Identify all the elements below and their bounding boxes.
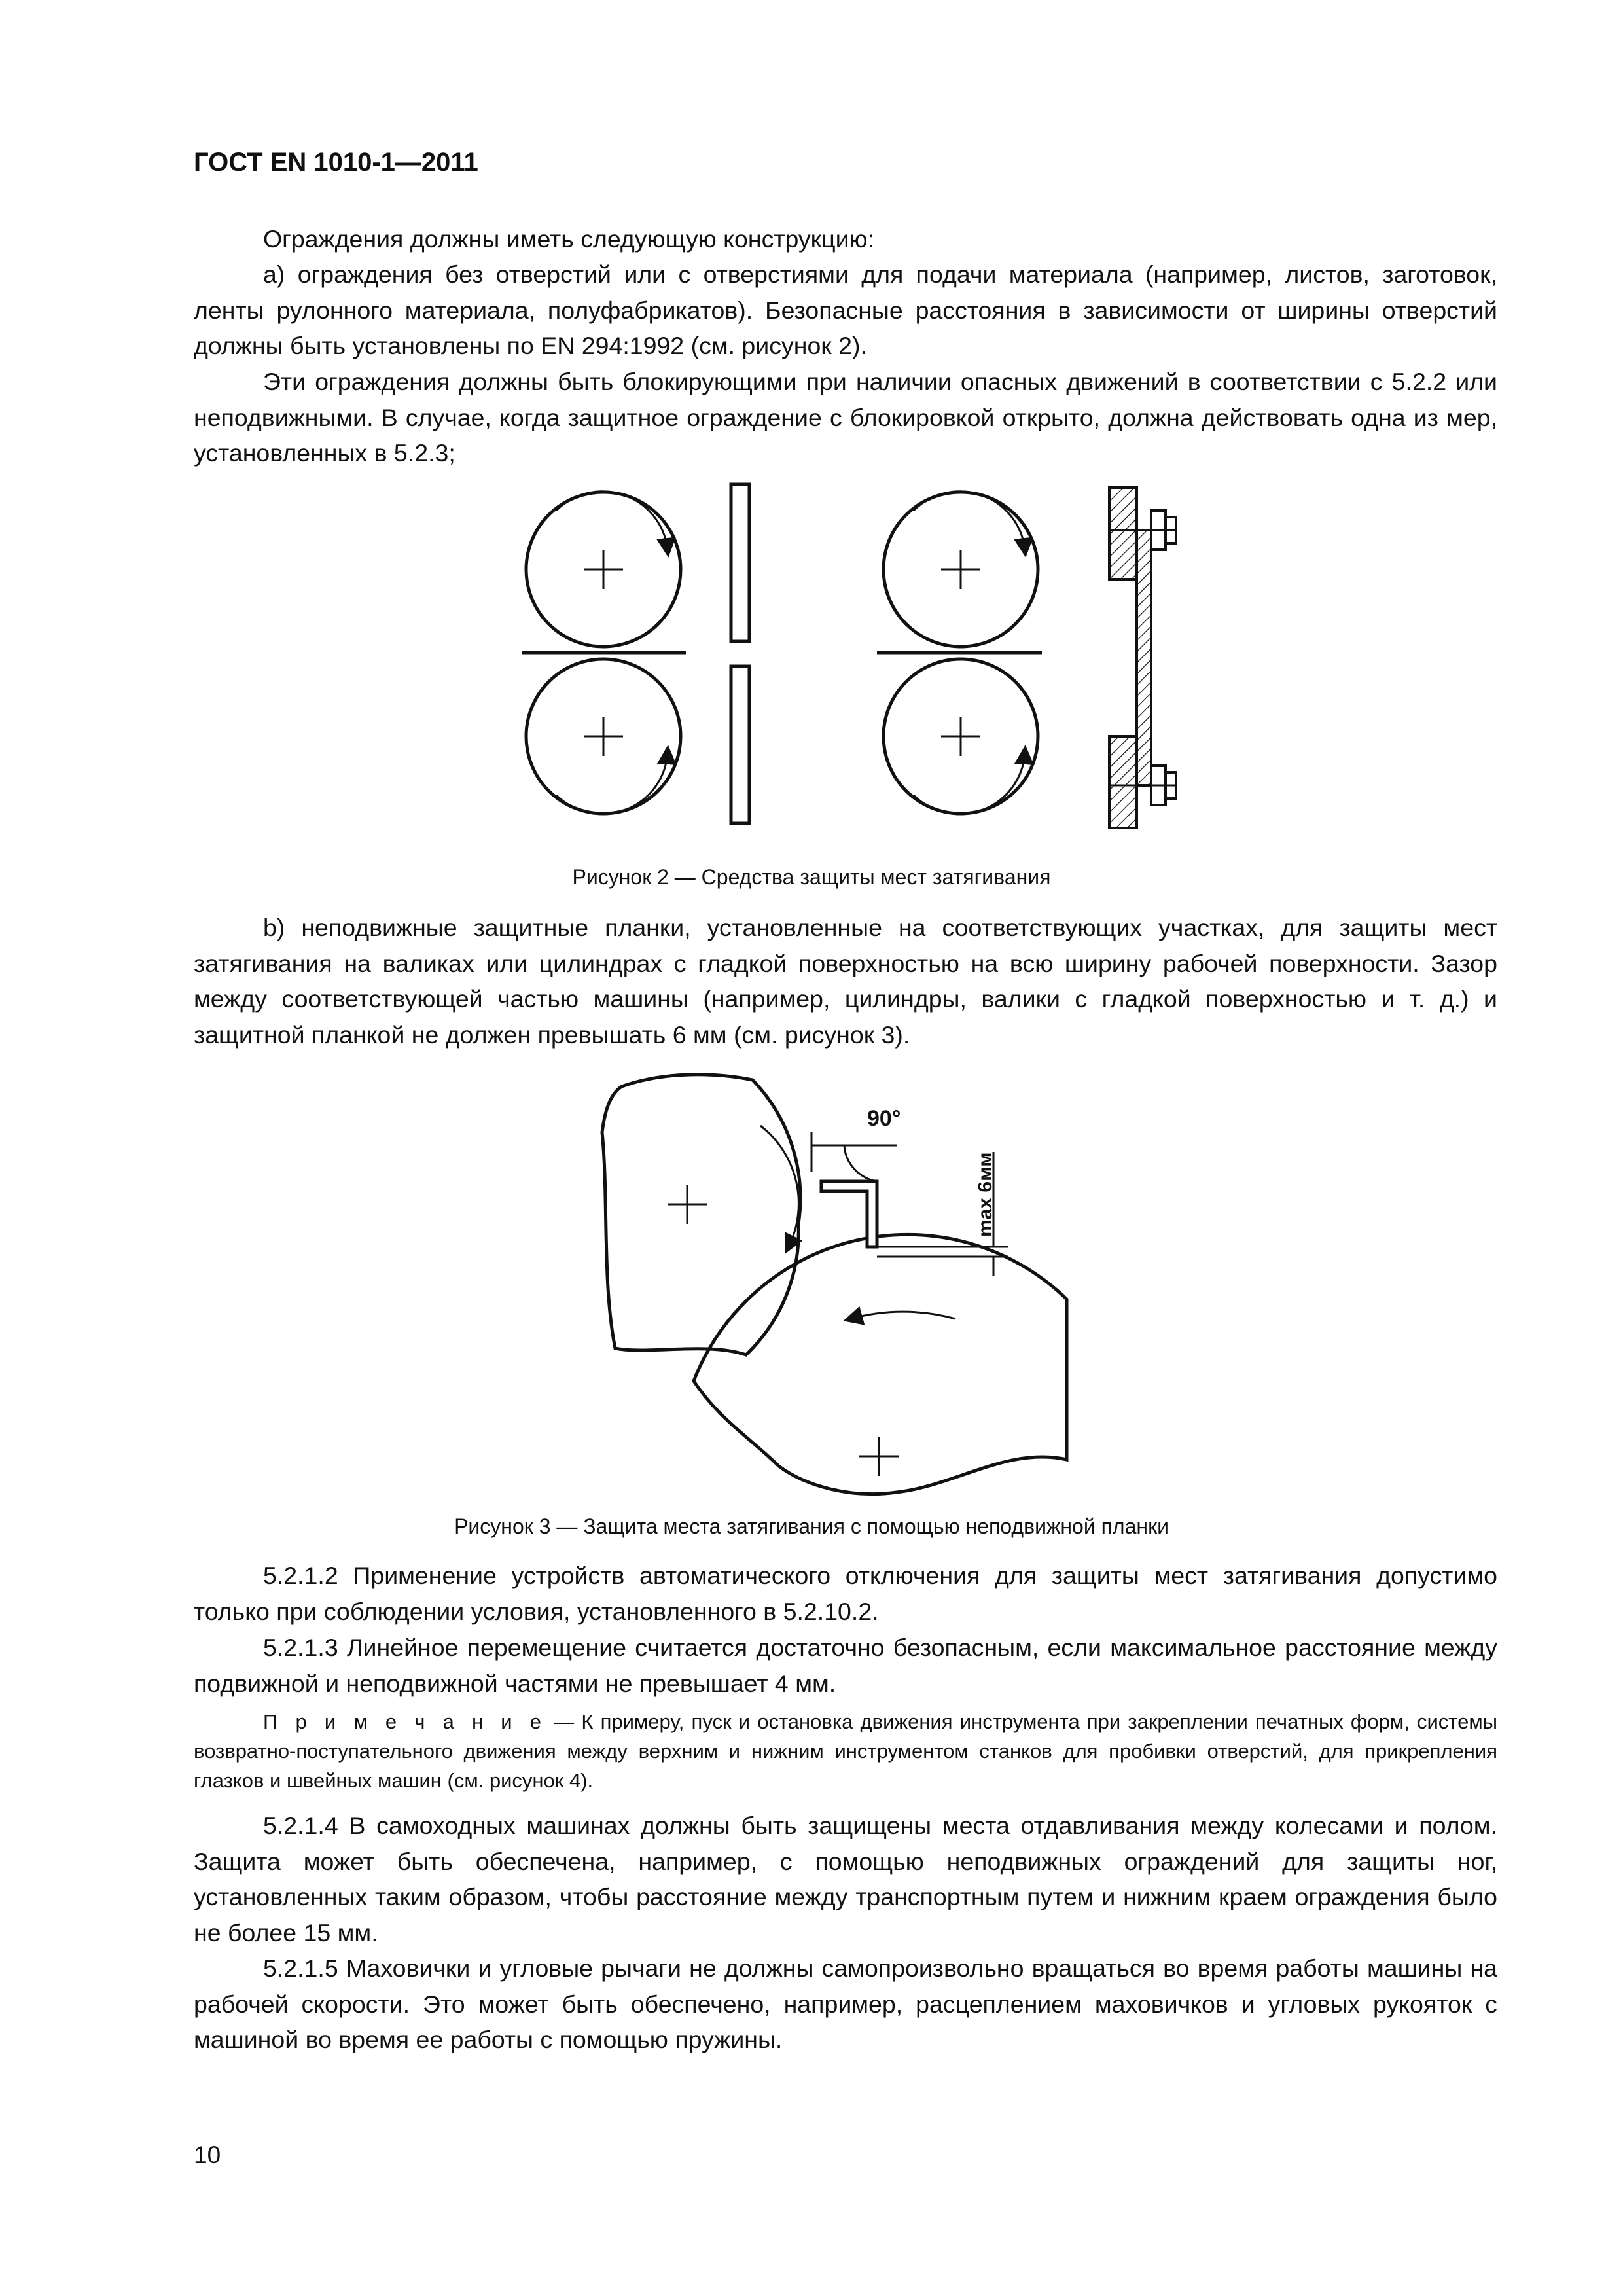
lower-cylinder xyxy=(694,1234,1067,1494)
right-roller-pair xyxy=(877,492,1042,814)
figure-3-diagram xyxy=(589,1067,1086,1512)
paragraph-5-2-1-3: 5.2.1.3 Линейное перемещение считается достаточно безопасным, если максимальное расстояние между подвижной и неподвижной частями не превышает 4 мм. xyxy=(194,1634,1497,1697)
paragraph-a: а) ограждения без отверстий или с отверстиями для подачи материала (например, листов, заготовок, ленты рулонного материала, полуфабрикатов). Безопасные расстояния в зависимости от ширины отверстий должны быть установлены по EN 294:1992 (см. рисунок 2). xyxy=(194,260,1497,359)
paragraph-5-2-1-5: 5.2.1.5 Маховички и угловые рычаги не должны самопроизвольно вращаться во время работы машины на рабочей скорости. Это может быть обеспечено, например, расцеплением маховичков и угловых рукояток с машиной во время ее работы с помощью пружины. xyxy=(194,1954,1497,2053)
note-label: П р и м е ч а н и е xyxy=(263,1710,546,1733)
angle-dimension xyxy=(812,1132,897,1181)
figure-3-caption: Рисунок 3 — Защита места затягивания с помощью неподвижной планки xyxy=(454,1515,1169,1538)
figure-2-diagram xyxy=(510,478,1204,844)
paragraph-5-2-1-4: 5.2.1.4 В самоходных машинах должны быть защищены места отдавливания между колесами и полом. Защита может быть обеспечена, например, с помощью неподвижных ограждений для защиты ног, установленных таким образом, чтобы расстояние между транспортным путем и нижним краем ограждения было не более 15 мм. xyxy=(194,1812,1497,1946)
angle-label: 90° xyxy=(867,1106,901,1131)
paragraph-b: b) неподвижные защитные планки, установленные на соответствующих участках, для защиты мест затягивания на валиках или цилиндрах с гладкой поверхностью на всю ширину рабочей поверхности. Зазор между соответствующей частью машины (например, цилиндры, валики с гладкой поверхностью и т. д.) и защитной планкой не должен превышать 6 мм (см. рисунок 3). xyxy=(194,914,1497,1049)
note-block xyxy=(194,1707,1497,1795)
upper-cylinder xyxy=(602,1075,800,1355)
document-header: ГОСТ EN 1010-1—2011 xyxy=(194,148,478,177)
fixed-guard-assembly xyxy=(1109,488,1176,828)
paragraph-interlock: Эти ограждения должны быть блокирующими при наличии опасных движений в соответствии с 5.2.2 или неподвижными. В случае, когда защитное ограждение с блокировкой открыто, должна действовать одна из мер, установленных в 5.2.3; xyxy=(194,368,1497,467)
figure-2-caption: Рисунок 2 — Средства защиты мест затягивания xyxy=(572,865,1051,889)
paragraph-5-2-1-2: 5.2.1.2 Применение устройств автоматического отключения для защиты мест затягивания допустимо только при соблюдении условия, установленного в 5.2.10.2. xyxy=(194,1562,1497,1625)
paragraph-intro: Ограждения должны иметь следующую конструкцию: xyxy=(263,225,875,253)
gap-label: max 6мм xyxy=(974,1152,996,1237)
page-number: 10 xyxy=(194,2142,221,2168)
fixed-guard-bar xyxy=(821,1181,877,1247)
note-text: — К примеру, пуск и остановка движения инструмента при закреплении печатных форм, системы возвратно-поступательного движения между верхним и нижним инструментом станков для пробивки отверстий, для прикрепления глазков и швейных машин (см. рисунок 4). xyxy=(194,1710,1497,1792)
left-roller-pair xyxy=(522,492,686,814)
left-guard-plates xyxy=(731,484,749,823)
